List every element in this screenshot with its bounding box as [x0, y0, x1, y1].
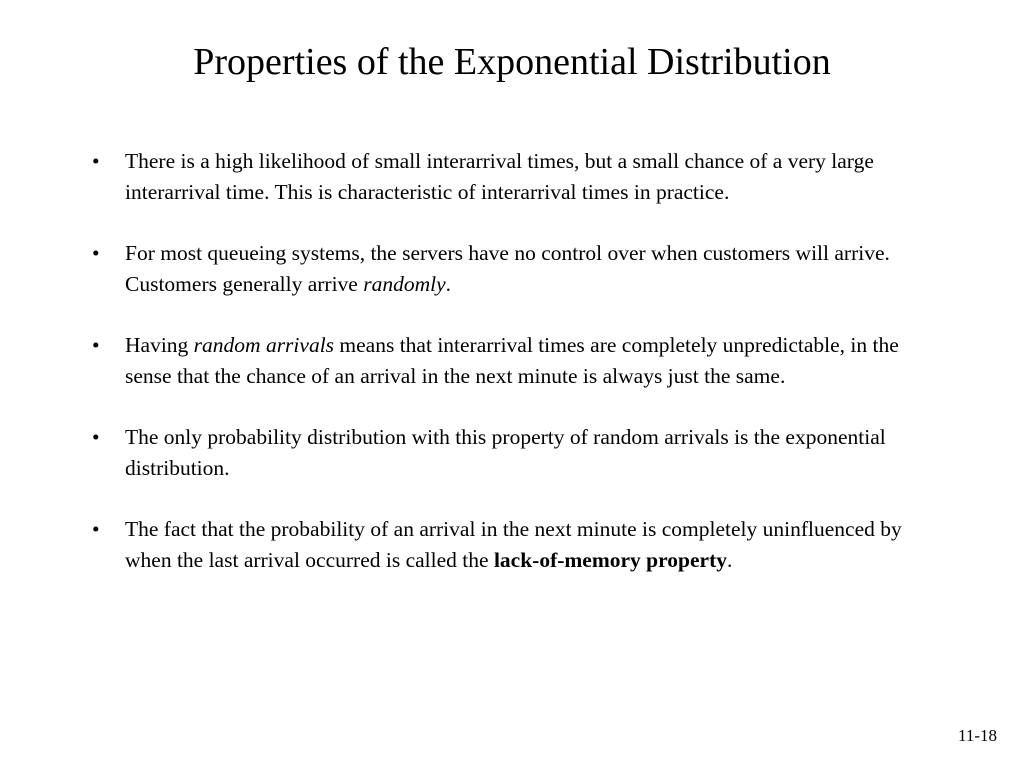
bullet-text-segment: means that interarrival times are completely unpredictable, in the sense that the chance of an arrival in the next minute is always just the same.: [125, 333, 899, 388]
bullet-text: [125, 517, 902, 572]
bullet-dot: •: [92, 241, 100, 265]
bullet-text: [125, 425, 886, 480]
bullet-text: [125, 333, 899, 388]
bullet-dot: •: [92, 425, 100, 449]
slide-title: Properties of the Exponential Distribution: [193, 41, 831, 83]
bullet-item: [92, 330, 928, 392]
bullet-dot: •: [92, 517, 100, 541]
bullet-text-segment: There is a high likelihood of small interarrival times, but a small chance of a very large interarrival time. This is characteristic of interarrival times in practice.: [125, 149, 874, 204]
bullet-item: [92, 514, 928, 576]
bullet-text-keyword: lack-of-memory property: [493, 548, 727, 572]
page-number: 11-18: [957, 726, 997, 745]
bullet-text-segment: Having: [125, 333, 194, 357]
bullet-item: [92, 146, 928, 208]
bullet-text-segment: .: [445, 272, 452, 296]
bullet-item: [92, 422, 928, 484]
bullet-dot: •: [92, 149, 100, 173]
bullet-dot: •: [92, 333, 100, 357]
bullet-text-segment: The only probability distribution with this property of random arrivals is the exponential distribution.: [125, 425, 886, 480]
bullet-text-emphasis: randomly: [363, 272, 446, 296]
bullet-list: [92, 146, 928, 576]
bullet-text-emphasis: random arrivals: [193, 333, 335, 357]
bullet-text-segment: .: [726, 548, 733, 572]
bullet-text-segment: For most queueing systems, the servers have no control over when customers will arrive. Customers generally arrive: [125, 241, 890, 296]
bullet-item: [92, 238, 928, 300]
bullet-text: [125, 241, 890, 296]
bullet-text-segment: The fact that the probability of an arrival in the next minute is completely uninfluenced by when the last arrival occurred is called the: [125, 517, 902, 572]
bullet-text: [125, 149, 874, 204]
